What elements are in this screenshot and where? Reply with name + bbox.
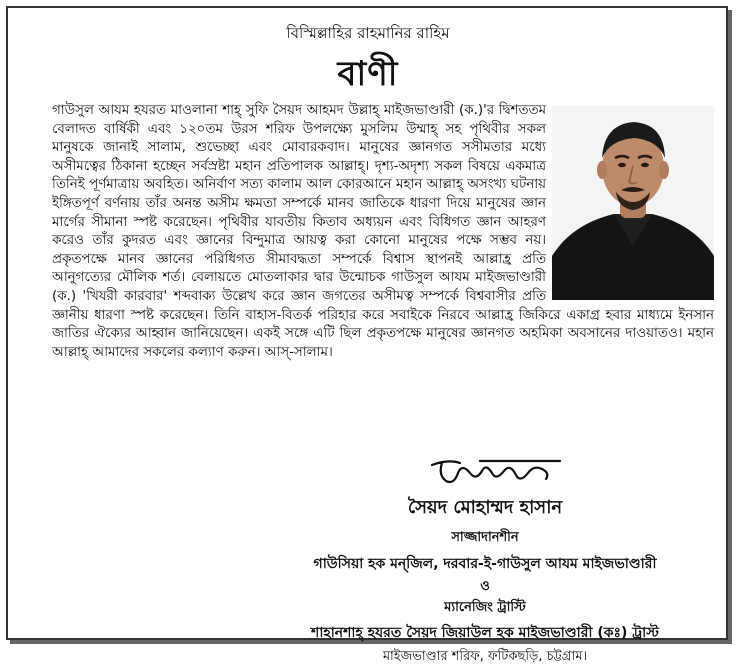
signatory-role: সাজ্জাদানশীন bbox=[451, 530, 519, 545]
signatory-conjunction: ও bbox=[480, 579, 490, 594]
message-title: বাণী bbox=[337, 54, 399, 94]
signatory-trust: শাহানশাহ্ হযরত সৈয়দ জিয়াউল হক মাইজভাণ্ডারী (কঃ) ট্রাস্ট bbox=[311, 625, 659, 641]
portrait-photo bbox=[552, 106, 714, 300]
signatory-block bbox=[250, 455, 720, 668]
portrait-image bbox=[552, 106, 714, 300]
signatory-organization: গাউসিয়া হক মন্‌জিল, দরবার-ই-গাউসুল আযম মাইজভাণ্ডারী bbox=[313, 556, 657, 572]
message-body-text: গাউসুল আযম হযরত মাওলানা শাহ্ সুফি সৈয়দ আহমদ উল্লাহ্ মাইজভাণ্ডারী (ক.)'র দ্বিশততম বেলাদত বার্ষিকী এবং ১২০তম উরস শরিফ উপলক্ষ্যে মুসলিম উম্মাহ্ সহ পৃথিবীর সকল মানুষকে জানাই সালাম, শুভেচ্ছা এবং মোবারকবাদ। মানুষের জ্ঞানগত সসীমতার মধ্যে অসীমত্বের ঠিকানা হচ্ছেন সর্বস্রষ্টা মহান প্রতিপালক আল্লাহ্। দৃশ্য-অদৃশ্য সকল বিষয়ে একমাত্র তিনিই পূর্ণমাত্রায় অবহিত। অনির্বাণ সত্য কালাম আল কোরআনে মহান আল্লাহ্ অসংখ্য ঘটনায় ইঙ্গিতপূর্ণ বর্ণনায় তাঁর অনন্ত অসীম ক্ষমতা সম্পর্কে মানব জাতিকে ধারণা দিয়ে মানুষের জ্ঞান মার্গের সীমানা স্পষ্ট করেছেন। পৃথিবীর যাবতীয় কিতাব অধ্যয়ন এবং বিধিগত জ্ঞান আহরণ করেও তাঁর কুদরত এবং জ্ঞানের বিন্দুমাত্র আয়ত্ব করা কোনো মানুষের পক্ষে সম্ভব নয়। প্রকৃতপক্ষে মানব জ্ঞানের পরিধিগত সীমাবদ্ধতা সম্পর্কে বিশ্বাস স্থাপনই আল্লাহ্র প্রতি আনুগত্যের মৌলিক শর্ত। বেলায়তে মোতলাকার দ্বার উন্মোচক গাউসুল আযম মাইজভাণ্ডারী (ক.) 'খিযরী কারবার' শব্দবাক্য উল্লেখ করে জ্ঞান জগতের অসীমত্ব সম্পর্কে বিশ্ববাসীর প্রতি জ্ঞানীয় ধারণা স্পষ্ট করেছেন। তিনি বাহাস-বিতর্ক পরিহার করে সবাইকে নিরবে আল্লাহ্র জিকিরে একাগ্র হবার মাধ্যমে ইনসান জাতির ঐক্যের আহ্বান জানিয়েছেন। একই সঙ্গে এটি ছিল প্রকৃতপক্ষে মানুষের জ্ঞানগত অহমিকা অবসানের দাওয়াতও। মহান আল্লাহ্ আমাদের সকলের কল্যাণ করুন। আস্-সালাম। bbox=[52, 103, 714, 360]
signatory-name: সৈয়দ মোহাম্মদ হাসান bbox=[407, 497, 563, 518]
message-body-container bbox=[52, 102, 714, 362]
signatory-address: মাইজভাণ্ডার শরিফ, ফটিকছড়ি, চট্টগ্রাম। bbox=[382, 649, 588, 664]
signature-image bbox=[420, 455, 570, 491]
signatory-role-trustee: ম্যানেজিং ট্রাস্টি bbox=[444, 600, 526, 615]
bismillah-heading: বিস্মিল্লাহির রাহমানির রাহিম bbox=[286, 24, 450, 42]
